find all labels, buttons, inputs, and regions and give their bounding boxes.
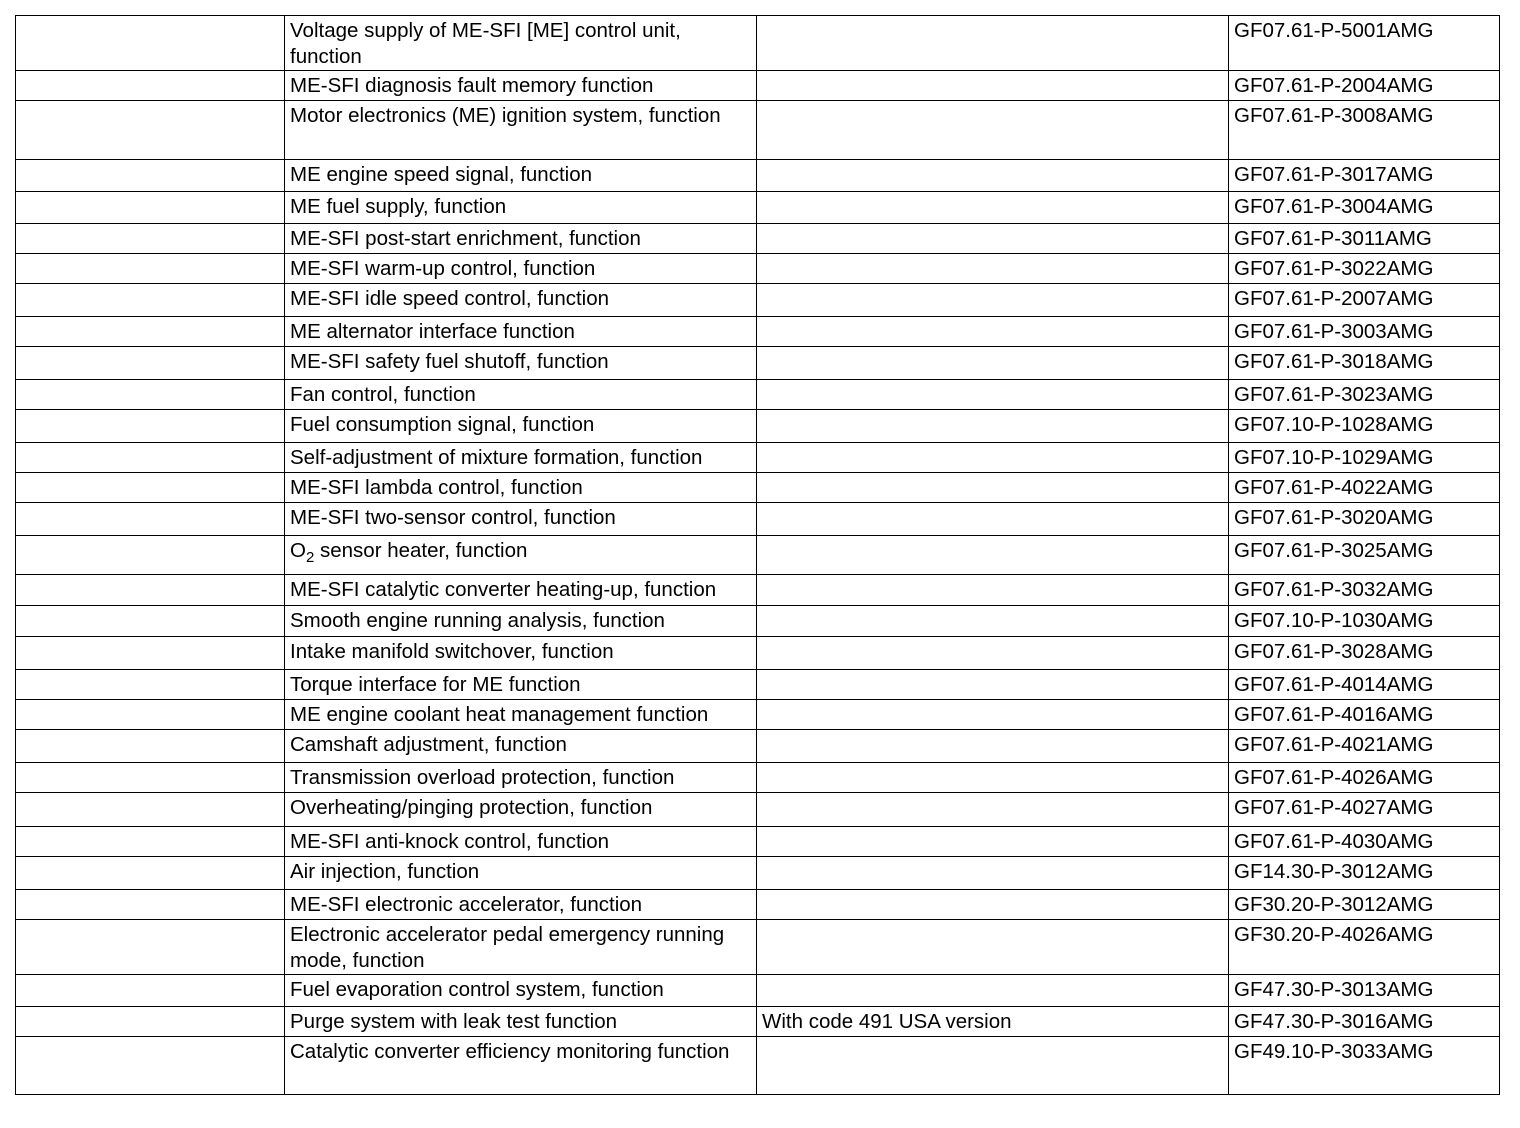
description-text-part: O xyxy=(290,539,306,562)
document-number-cell xyxy=(1229,473,1500,503)
remark-cell xyxy=(757,503,1229,536)
remark-cell xyxy=(757,347,1229,380)
document-number-text: GF07.61-P-3003AMG xyxy=(1234,320,1434,343)
blank-cell xyxy=(16,160,285,192)
table-row xyxy=(16,347,1500,380)
document-number-text: GF07.61-P-4022AMG xyxy=(1234,476,1434,499)
remark-cell xyxy=(757,827,1229,857)
document-number-cell xyxy=(1229,637,1500,670)
document-number-cell xyxy=(1229,380,1500,410)
description-cell xyxy=(285,254,757,284)
description-cell xyxy=(285,1007,757,1037)
table-row xyxy=(16,254,1500,284)
description-cell xyxy=(285,670,757,700)
description-cell xyxy=(285,473,757,503)
document-number-text: GF07.61-P-4016AMG xyxy=(1234,703,1434,726)
description-cell xyxy=(285,1037,757,1095)
description-cell xyxy=(285,380,757,410)
description-text: Smooth engine running analysis, function xyxy=(290,609,665,632)
description-text: Torque interface for ME function xyxy=(290,673,581,696)
remark-cell xyxy=(757,670,1229,700)
blank-cell xyxy=(16,606,285,637)
blank-cell xyxy=(16,857,285,890)
remark-cell xyxy=(757,443,1229,473)
table-row xyxy=(16,920,1500,975)
blank-cell xyxy=(16,637,285,670)
document-number-cell xyxy=(1229,1037,1500,1095)
document-number-text: GF07.61-P-3018AMG xyxy=(1234,350,1434,373)
remark-cell xyxy=(757,606,1229,637)
document-number-text: GF30.20-P-4026AMG xyxy=(1234,923,1434,946)
description-text: Fan control, function xyxy=(290,383,476,406)
remark-cell xyxy=(757,101,1229,160)
remark-text xyxy=(762,160,1224,162)
table-row xyxy=(16,1007,1500,1037)
blank-cell xyxy=(16,700,285,730)
description-cell xyxy=(285,284,757,317)
description-cell xyxy=(285,317,757,347)
description-cell xyxy=(285,975,757,1007)
table-row xyxy=(16,637,1500,670)
remark-text xyxy=(762,380,1224,382)
document-number-cell xyxy=(1229,575,1500,606)
remark-text xyxy=(762,473,1224,475)
document-number-cell xyxy=(1229,730,1500,763)
description-text: Overheating/pinging protection, function xyxy=(290,796,653,819)
document-number-cell xyxy=(1229,224,1500,254)
remark-text xyxy=(762,410,1224,412)
remark-text xyxy=(762,606,1224,608)
description-cell xyxy=(285,890,757,920)
remark-cell xyxy=(757,473,1229,503)
description-cell xyxy=(285,192,757,224)
document-number-text: GF07.61-P-3004AMG xyxy=(1234,195,1434,218)
remark-text xyxy=(762,920,1224,922)
document-number-text: GF07.61-P-3017AMG xyxy=(1234,163,1434,186)
blank-cell xyxy=(16,1037,285,1095)
document-number-cell xyxy=(1229,1007,1500,1037)
document-number-text: GF30.20-P-3012AMG xyxy=(1234,893,1434,916)
description-text: Intake manifold switchover, function xyxy=(290,640,614,663)
description-cell xyxy=(285,700,757,730)
document-number-cell xyxy=(1229,410,1500,443)
blank-cell xyxy=(16,101,285,160)
document-number-text: GF49.10-P-3033AMG xyxy=(1234,1040,1434,1063)
description-cell xyxy=(285,730,757,763)
description-cell xyxy=(285,827,757,857)
remark-cell xyxy=(757,380,1229,410)
document-number-text: GF07.61-P-3025AMG xyxy=(1234,539,1434,562)
document-number-cell xyxy=(1229,71,1500,101)
document-number-text: GF07.61-P-4014AMG xyxy=(1234,673,1434,696)
blank-cell xyxy=(16,890,285,920)
blank-cell xyxy=(16,317,285,347)
document-number-text: GF07.61-P-3008AMG xyxy=(1234,104,1434,127)
description-text: ME fuel supply, function xyxy=(290,195,507,218)
description-text: ME-SFI two-sensor control, function xyxy=(290,506,616,529)
document-number-text: GF07.10-P-1028AMG xyxy=(1234,413,1434,436)
table-row xyxy=(16,793,1500,827)
description-text: ME-SFI idle speed control, function xyxy=(290,287,610,310)
remark-cell xyxy=(757,637,1229,670)
table-row xyxy=(16,160,1500,192)
document-number-cell xyxy=(1229,975,1500,1007)
remark-cell xyxy=(757,920,1229,975)
remark-cell xyxy=(757,793,1229,827)
blank-cell xyxy=(16,380,285,410)
remark-cell xyxy=(757,160,1229,192)
remark-text xyxy=(762,503,1224,505)
table-row xyxy=(16,380,1500,410)
remark-text xyxy=(762,793,1224,795)
remark-cell xyxy=(757,857,1229,890)
remark-text xyxy=(762,637,1224,639)
document-number-cell xyxy=(1229,700,1500,730)
document-number-cell xyxy=(1229,606,1500,637)
subscript: 2 xyxy=(305,549,315,566)
remark-cell xyxy=(757,224,1229,254)
description-text: ME-SFI post-start enrichment, function xyxy=(290,227,641,250)
document-number-cell xyxy=(1229,857,1500,890)
document-number-text: GF07.61-P-2007AMG xyxy=(1234,287,1434,310)
table-row xyxy=(16,16,1500,71)
description-cell xyxy=(285,101,757,160)
description-text: ME-SFI anti-knock control, function xyxy=(290,830,610,853)
table-row xyxy=(16,827,1500,857)
description-text: ME-SFI warm-up control, function xyxy=(290,257,596,280)
remark-cell xyxy=(757,575,1229,606)
document-number-text: GF07.61-P-3023AMG xyxy=(1234,383,1434,406)
description-cell xyxy=(285,763,757,793)
document-number-text: GF47.30-P-3016AMG xyxy=(1234,1010,1434,1033)
table-row xyxy=(16,730,1500,763)
description-cell xyxy=(285,410,757,443)
document-number-cell xyxy=(1229,101,1500,160)
blank-cell xyxy=(16,254,285,284)
remark-cell xyxy=(757,890,1229,920)
remark-text xyxy=(762,16,1224,18)
remark-cell xyxy=(757,16,1229,71)
remark-text: With code 491 USA version xyxy=(762,1010,1012,1033)
document-number-cell xyxy=(1229,254,1500,284)
document-number-cell xyxy=(1229,890,1500,920)
table-row xyxy=(16,503,1500,536)
remark-cell xyxy=(757,1007,1229,1037)
document-number-cell xyxy=(1229,670,1500,700)
description-cell xyxy=(285,606,757,637)
remark-cell xyxy=(757,536,1229,575)
document-number-cell xyxy=(1229,160,1500,192)
blank-cell xyxy=(16,920,285,975)
table-row xyxy=(16,317,1500,347)
remark-text xyxy=(762,575,1224,577)
document-number-cell xyxy=(1229,16,1500,71)
description-text: Air injection, function xyxy=(290,860,480,883)
table-row xyxy=(16,670,1500,700)
description-text: Fuel evaporation control system, function xyxy=(290,978,664,1001)
remark-text xyxy=(762,763,1224,765)
table-row xyxy=(16,410,1500,443)
remark-text xyxy=(762,1037,1224,1039)
blank-cell xyxy=(16,192,285,224)
blank-cell xyxy=(16,284,285,317)
document-number-text: GF07.61-P-4026AMG xyxy=(1234,766,1434,789)
remark-text xyxy=(762,284,1224,286)
remark-text xyxy=(762,71,1224,73)
description-cell xyxy=(285,637,757,670)
remark-text xyxy=(762,192,1224,194)
table-row xyxy=(16,536,1500,575)
remark-text xyxy=(762,224,1224,226)
remark-cell xyxy=(757,192,1229,224)
remark-text xyxy=(762,254,1224,256)
remark-text xyxy=(762,890,1224,892)
table-row xyxy=(16,284,1500,317)
description-cell xyxy=(285,160,757,192)
blank-cell xyxy=(16,16,285,71)
description-cell xyxy=(285,347,757,380)
blank-cell xyxy=(16,730,285,763)
description-cell xyxy=(285,71,757,101)
table-row xyxy=(16,1037,1500,1095)
remark-cell xyxy=(757,284,1229,317)
blank-cell xyxy=(16,536,285,575)
remark-cell xyxy=(757,317,1229,347)
blank-cell xyxy=(16,71,285,101)
remark-text xyxy=(762,101,1224,103)
remark-text xyxy=(762,700,1224,702)
description-text: Catalytic converter efficiency monitoring function xyxy=(290,1040,730,1063)
table-row xyxy=(16,101,1500,160)
table-row xyxy=(16,192,1500,224)
document-number-cell xyxy=(1229,347,1500,380)
document-number-text: GF47.30-P-3013AMG xyxy=(1234,978,1434,1001)
remark-text xyxy=(762,670,1224,672)
description-text: ME-SFI diagnosis fault memory function xyxy=(290,74,654,97)
remark-cell xyxy=(757,730,1229,763)
document-number-text: GF07.61-P-3032AMG xyxy=(1234,578,1434,601)
description-text: Self-adjustment of mixture formation, function xyxy=(290,446,703,469)
blank-cell xyxy=(16,347,285,380)
remark-cell xyxy=(757,975,1229,1007)
description-text: Motor electronics (ME) ignition system, function xyxy=(290,104,721,127)
blank-cell xyxy=(16,763,285,793)
blank-cell xyxy=(16,975,285,1007)
description-text: Purge system with leak test function xyxy=(290,1010,618,1033)
description-text xyxy=(290,536,752,564)
remark-text xyxy=(762,857,1224,859)
blank-cell xyxy=(16,443,285,473)
remark-text xyxy=(762,317,1224,319)
description-cell xyxy=(285,443,757,473)
document-number-text: GF07.61-P-2004AMG xyxy=(1234,74,1434,97)
description-cell xyxy=(285,920,757,975)
document-number-cell xyxy=(1229,503,1500,536)
remark-text xyxy=(762,730,1224,732)
document-number-cell xyxy=(1229,192,1500,224)
description-text: ME-SFI safety fuel shutoff, function xyxy=(290,350,609,373)
description-cell xyxy=(285,857,757,890)
blank-cell xyxy=(16,503,285,536)
description-text: Electronic accelerator pedal emergency running mode, function xyxy=(290,923,725,972)
table-row xyxy=(16,700,1500,730)
document-number-text: GF07.61-P-3020AMG xyxy=(1234,506,1434,529)
document-number-cell xyxy=(1229,763,1500,793)
blank-cell xyxy=(16,793,285,827)
remark-text xyxy=(762,827,1224,829)
table-row xyxy=(16,224,1500,254)
blank-cell xyxy=(16,224,285,254)
description-text: ME engine coolant heat management function xyxy=(290,703,709,726)
description-cell xyxy=(285,16,757,71)
document-number-cell xyxy=(1229,793,1500,827)
remark-text xyxy=(762,443,1224,445)
document-reference-table xyxy=(15,15,1500,1095)
description-text: ME-SFI electronic accelerator, function xyxy=(290,893,643,916)
description-text: ME-SFI catalytic converter heating-up, function xyxy=(290,578,717,601)
document-number-cell xyxy=(1229,827,1500,857)
description-text: Transmission overload protection, function xyxy=(290,766,675,789)
description-text-part: sensor heater, function xyxy=(314,539,528,562)
table-row xyxy=(16,575,1500,606)
document-number-cell xyxy=(1229,284,1500,317)
blank-cell xyxy=(16,827,285,857)
blank-cell xyxy=(16,670,285,700)
blank-cell xyxy=(16,410,285,443)
table-row xyxy=(16,763,1500,793)
remark-text xyxy=(762,347,1224,349)
description-cell xyxy=(285,224,757,254)
remark-cell xyxy=(757,1037,1229,1095)
document-number-text: GF07.61-P-3022AMG xyxy=(1234,257,1434,280)
table-row xyxy=(16,975,1500,1007)
table-row xyxy=(16,473,1500,503)
description-text: Camshaft adjustment, function xyxy=(290,733,567,756)
description-cell xyxy=(285,575,757,606)
document-number-text: GF07.10-P-1030AMG xyxy=(1234,609,1434,632)
table-row xyxy=(16,606,1500,637)
remark-cell xyxy=(757,700,1229,730)
document-number-cell xyxy=(1229,536,1500,575)
document-number-cell xyxy=(1229,317,1500,347)
description-cell xyxy=(285,793,757,827)
remark-cell xyxy=(757,410,1229,443)
description-text: Fuel consumption signal, function xyxy=(290,413,595,436)
remark-cell xyxy=(757,71,1229,101)
document-number-text: GF07.61-P-4030AMG xyxy=(1234,830,1434,853)
document-number-cell xyxy=(1229,443,1500,473)
table-row xyxy=(16,71,1500,101)
description-cell xyxy=(285,503,757,536)
description-text: ME engine speed signal, function xyxy=(290,163,593,186)
table-row xyxy=(16,890,1500,920)
blank-cell xyxy=(16,473,285,503)
description-cell xyxy=(285,536,757,575)
remark-cell xyxy=(757,254,1229,284)
remark-text xyxy=(762,536,1224,538)
document-number-text: GF07.61-P-4021AMG xyxy=(1234,733,1434,756)
document-number-cell xyxy=(1229,920,1500,975)
description-text: ME alternator interface function xyxy=(290,320,575,343)
description-text: Voltage supply of ME-SFI [ME] control unit, function xyxy=(290,19,681,68)
document-number-text: GF07.61-P-4027AMG xyxy=(1234,796,1434,819)
table-body xyxy=(16,16,1500,1095)
document-number-text: GF14.30-P-3012AMG xyxy=(1234,860,1434,883)
document-number-text: GF07.61-P-5001AMG xyxy=(1234,19,1434,42)
description-text: ME-SFI lambda control, function xyxy=(290,476,583,499)
document-number-text: GF07.61-P-3011AMG xyxy=(1234,227,1432,250)
document-number-text: GF07.10-P-1029AMG xyxy=(1234,446,1434,469)
table-row xyxy=(16,443,1500,473)
remark-text xyxy=(762,975,1224,977)
blank-cell xyxy=(16,1007,285,1037)
remark-cell xyxy=(757,763,1229,793)
blank-cell xyxy=(16,575,285,606)
document-number-text: GF07.61-P-3028AMG xyxy=(1234,640,1434,663)
table-row xyxy=(16,857,1500,890)
